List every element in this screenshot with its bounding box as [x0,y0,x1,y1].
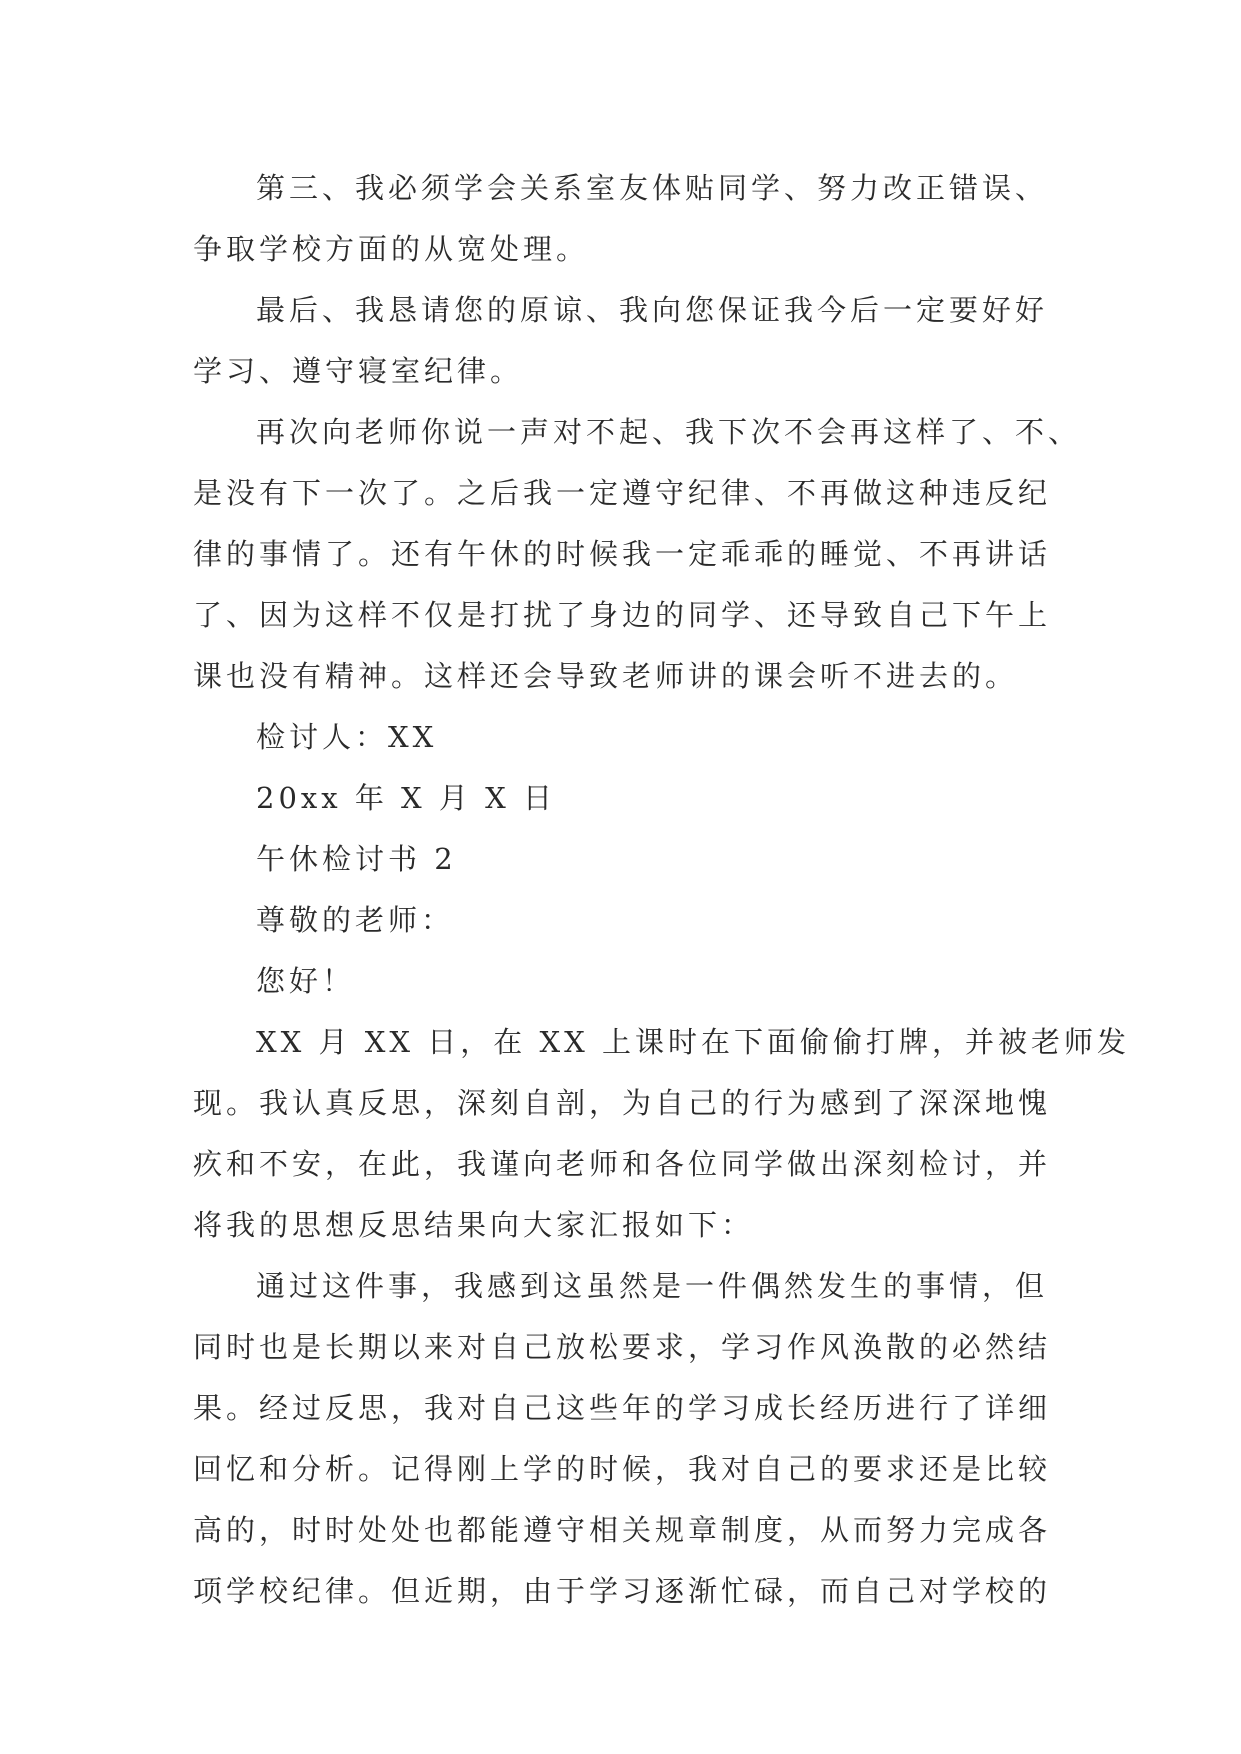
text-line: XX 月 XX 日，在 XX 上课时在下面偷偷打牌，并被老师发 [256,1025,1130,1059]
salutation: 尊敬的老师： [256,903,455,937]
text-line: 课也没有精神。这样还会导致老师讲的课会听不进去的。 [193,659,1019,693]
document-body [193,158,1130,1622]
section-title: 午休检讨书 2 [256,842,457,876]
text-line: 第三、我必须学会关系室友体贴同学、努力改正错误、 [256,171,1049,205]
text-line: 同时也是长期以来对自己放松要求，学习作风涣散的必然结 [193,1330,1052,1364]
text-line: 回忆和分析。记得刚上学的时候，我对自己的要求还是比较 [193,1452,1052,1486]
text-line: 果。经过反思，我对自己这些年的学习成长经历进行了详细 [193,1391,1052,1425]
signature-line: 检讨人：XX [256,720,438,754]
text-line: 最后、我恳请您的原谅、我向您保证我今后一定要好好 [256,293,1049,327]
text-line: 项学校纪律。但近期，由于学习逐渐忙碌，而自己对学校的 [193,1574,1052,1608]
text-line: 学习、遵守寝室纪律。 [193,354,524,388]
text-line: 将我的思想反思结果向大家汇报如下： [193,1208,755,1242]
date-line: 20xx 年 X 月 X 日 [256,781,556,815]
text-line: 疚和不安，在此，我谨向老师和各位同学做出深刻检讨，并 [193,1147,1052,1181]
text-line: 律的事情了。还有午休的时候我一定乖乖的睡觉、不再讲话 [193,537,1052,571]
text-line: 通过这件事，我感到这虽然是一件偶然发生的事情，但 [256,1269,1049,1303]
text-line: 了、因为这样不仅是打扰了身边的同学、还导致自己下午上 [193,598,1052,632]
text-line: 现。我认真反思，深刻自剖，为自己的行为感到了深深地愧 [193,1086,1052,1120]
text-line: 争取学校方面的从宽处理。 [193,232,590,266]
text-line: 高的，时时处处也都能遵守相关规章制度，从而努力完成各 [193,1513,1052,1547]
text-line: 是没有下一次了。之后我一定遵守纪律、不再做这种违反纪 [193,476,1052,510]
text-line: 再次向老师你说一声对不起、我下次不会再这样了、不、 [256,415,1082,449]
greeting: 您好！ [256,964,356,998]
